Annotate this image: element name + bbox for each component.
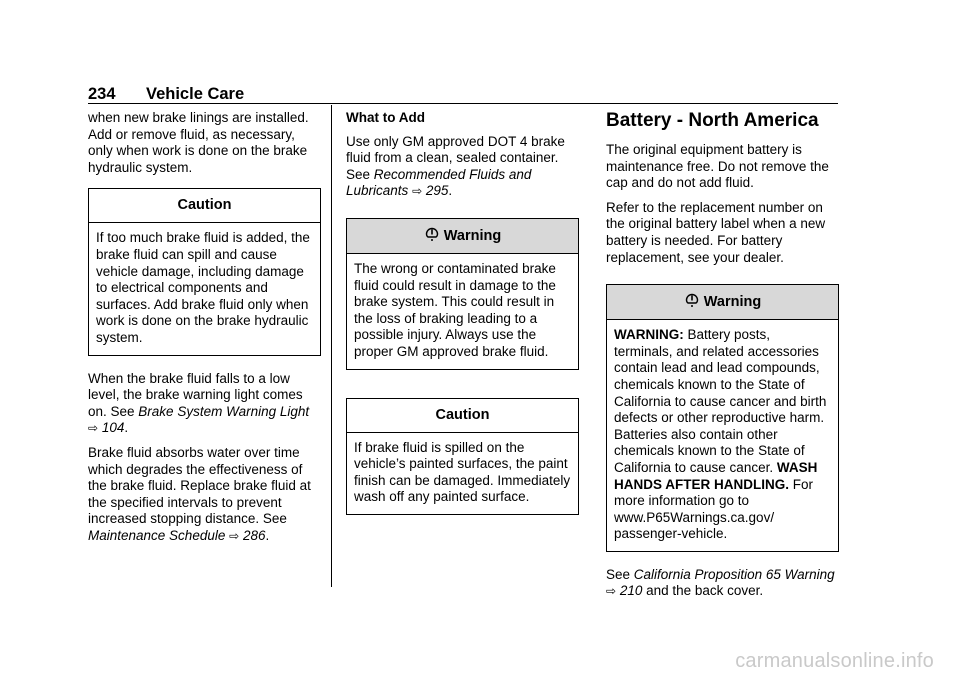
warning-body: The wrong or contaminated brake fluid could result in damage to the brake system. This could result in the loss of braking leading to a possible injury. Always use the proper GM approved brake fluid. xyxy=(354,260,556,359)
warning-header xyxy=(347,219,578,254)
paragraph-text: When the brake fluid falls to a low level, the brake warning light comes on. See xyxy=(88,370,303,419)
column-3 xyxy=(606,110,839,608)
page-ref[interactable]: 210 xyxy=(619,583,643,599)
page-ref[interactable]: 295 xyxy=(425,183,449,199)
paragraph-text: Use only GM approved DOT 4 brake fluid from a clean, sealed container. See xyxy=(346,133,565,182)
paragraph-end: and the back cover. xyxy=(642,583,764,599)
warning-icon xyxy=(424,226,440,242)
caution-box xyxy=(88,188,321,355)
paragraph-end: . xyxy=(265,527,270,543)
page-ref-arrow-icon: ⇨ xyxy=(412,184,423,199)
page-ref-arrow-icon: ⇨ xyxy=(606,584,617,599)
subheading-what-to-add: What to Add xyxy=(346,110,425,125)
xref-maintenance-schedule[interactable]: Maintenance Schedule xyxy=(88,527,226,543)
warning-label: WARNING: xyxy=(614,327,684,343)
xref-recommended-fluids[interactable]: Recommended Fluids and Lubricants xyxy=(346,166,532,199)
caution-title: Caution xyxy=(89,189,320,223)
column-2 xyxy=(346,110,579,530)
warning-body xyxy=(607,320,838,551)
page-number: 234 xyxy=(88,85,116,103)
paragraph-end: . xyxy=(124,420,129,436)
paragraph-end: . xyxy=(448,183,453,199)
xref-brake-system-warning-light[interactable]: Brake System Warning Light xyxy=(138,403,310,419)
caution-title: Caution xyxy=(347,399,578,433)
paragraph-text: Brake fluid absorbs water over time which degrades the effectiveness of the brake fluid. Replace brake fluid at the specified intervals to prevent increased stopping distance. See xyxy=(88,444,311,527)
warning-box xyxy=(346,218,579,370)
warning-box xyxy=(606,284,839,552)
paragraph-text: See xyxy=(606,566,634,582)
xref-california-prop-65[interactable]: California Proposition 65 Warning xyxy=(633,566,835,582)
warning-title: Warning xyxy=(443,227,502,244)
section-title: Vehicle Care xyxy=(146,85,245,103)
warning-text: For more information go to www.P65Warnings.ca.gov/ passenger-vehicle. xyxy=(614,476,814,542)
warning-icon xyxy=(684,292,700,308)
section-heading-battery: Battery - North America xyxy=(606,110,819,131)
page-ref[interactable]: 286 xyxy=(242,527,266,543)
page-ref-arrow-icon: ⇨ xyxy=(88,421,99,436)
paragraph: Refer to the replacement number on the original battery label when a new battery is needed. For battery replacement, see your dealer. xyxy=(606,199,826,265)
paragraph xyxy=(88,445,321,545)
column-1 xyxy=(88,110,321,552)
warning-title: Warning xyxy=(703,294,762,311)
paragraph xyxy=(88,371,321,437)
watermark: carmanualsonline.info xyxy=(735,650,934,672)
paragraph xyxy=(346,134,579,200)
caution-box xyxy=(346,398,579,515)
paragraph: when new brake linings are installed. Add or remove fluid, as necessary, only when work is done on the brake hydraulic system. xyxy=(88,110,309,175)
caution-body: If brake fluid is spilled on the vehicle’s painted surfaces, the paint finish can be damaged. Immediately wash off any painted surface. xyxy=(354,439,571,505)
page-ref-arrow-icon: ⇨ xyxy=(229,528,240,543)
warning-header xyxy=(607,285,838,320)
header-rule xyxy=(88,103,838,104)
page-ref[interactable]: 104 xyxy=(101,420,125,436)
caution-body: If too much brake fluid is added, the brake fluid can spill and cause vehicle damage, including damage to electrical components and surfaces. Add brake fluid only when work is done on the brake hydraulic system. xyxy=(96,230,310,345)
column-divider xyxy=(331,105,332,587)
page-header xyxy=(88,85,244,103)
paragraph xyxy=(606,567,839,600)
warning-text: Battery posts, terminals, and related accessories contain lead and lead compounds, chemicals known to the State of California to cause cancer and birth defects or other reproductive harm. Batteries also contain other chemicals known to the State of California to cause cancer. xyxy=(614,327,827,475)
paragraph: The original equipment battery is maintenance free. Do not remove the cap and do not add fluid. xyxy=(606,142,829,191)
warning-emphasis: WASH HANDS AFTER HANDLING. xyxy=(614,459,818,492)
